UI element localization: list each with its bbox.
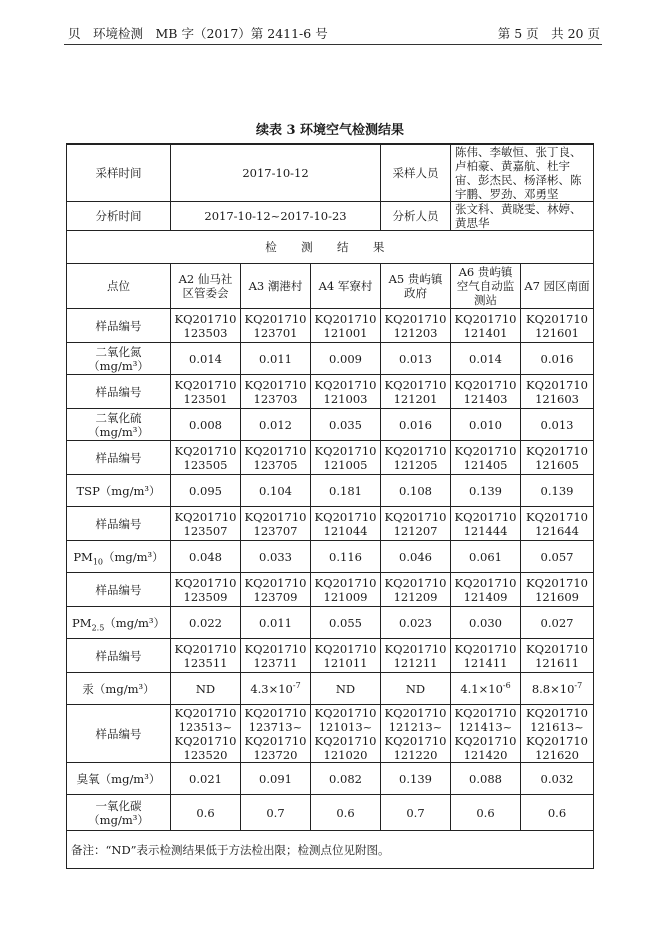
- analysis-staff-value: 张文科、黄晓雯、林婷、黄思华: [451, 202, 594, 231]
- result-cell: KQ201710 123701: [241, 309, 311, 343]
- row-label: 臭氧（mg/m³）: [67, 763, 171, 795]
- page-number: 第 5 页 共 20 页: [497, 26, 600, 41]
- result-cell: 0.032: [521, 763, 594, 795]
- sample-id-row: [67, 441, 594, 475]
- result-cell: 0.008: [171, 409, 241, 441]
- note-row: [67, 831, 594, 869]
- result-cell: 0.016: [381, 409, 451, 441]
- sampling-row: [67, 144, 594, 202]
- result-cell: 0.6: [171, 795, 241, 831]
- result-cell: KQ201710 123505: [171, 441, 241, 475]
- result-cell: 0.023: [381, 607, 451, 639]
- site-header: A2 仙马社区管委会: [171, 264, 241, 309]
- result-cell: KQ201710 121444: [451, 507, 521, 541]
- result-cell: KQ201710 121211: [381, 639, 451, 673]
- row-label: 样品编号: [67, 705, 171, 763]
- row-label: 样品编号: [67, 639, 171, 673]
- result-cell: 0.030: [451, 607, 521, 639]
- result-cell: 0.014: [171, 343, 241, 375]
- pm-subscript: 2.5: [91, 622, 105, 632]
- site-header: A7 园区南面: [521, 264, 594, 309]
- result-cell: KQ201710 123507: [171, 507, 241, 541]
- result-cell: KQ201710 121603: [521, 375, 594, 409]
- value: ND: [195, 681, 216, 696]
- result-cell: 0.139: [451, 475, 521, 507]
- table-title: 续表 3 环境空气检测结果: [255, 123, 405, 138]
- analysis-time-label: 分析时间: [67, 202, 171, 231]
- result-cell: KQ201710 121413~ KQ201710 121420: [451, 705, 521, 763]
- result-cell: KQ201710 121411: [451, 639, 521, 673]
- result-cell: KQ201710 121409: [451, 573, 521, 607]
- result-cell: 0.108: [381, 475, 451, 507]
- measurement-row: [67, 763, 594, 795]
- result-cell: KQ201710 123707: [241, 507, 311, 541]
- site-header: A5 贵屿镇政府: [381, 264, 451, 309]
- result-cell: 0.057: [521, 541, 594, 573]
- row-label: 汞（mg/m³）: [67, 673, 171, 705]
- site-header: A4 军寮村: [311, 264, 381, 309]
- result-cell: [241, 673, 311, 705]
- result-cell: 0.009: [311, 343, 381, 375]
- result-cell: KQ201710 121644: [521, 507, 594, 541]
- result-cell: 0.010: [451, 409, 521, 441]
- unit-label: （mg/m³）: [104, 615, 165, 630]
- result-cell: 0.035: [311, 409, 381, 441]
- result-cell: 0.6: [311, 795, 381, 831]
- result-cell: [521, 673, 594, 705]
- result-cell: KQ201710 123713~ KQ201710 123720: [241, 705, 311, 763]
- unit-label: （mg/m³）: [103, 549, 164, 564]
- result-cell: 0.048: [171, 541, 241, 573]
- value: 4.3×10: [250, 681, 293, 696]
- row-label: [67, 607, 171, 639]
- result-cell: 0.116: [311, 541, 381, 573]
- result-cell: 0.046: [381, 541, 451, 573]
- analysis-time-value: 2017-10-12~2017-10-23: [171, 202, 381, 231]
- point-header: 点位: [67, 264, 171, 309]
- result-cell: KQ201710 123509: [171, 573, 241, 607]
- result-cell: 0.021: [171, 763, 241, 795]
- sample-id-row: [67, 309, 594, 343]
- result-cell: [311, 673, 381, 705]
- result-cell: KQ201710 121403: [451, 375, 521, 409]
- result-cell: KQ201710 121044: [311, 507, 381, 541]
- result-cell: [171, 673, 241, 705]
- result-cell: KQ201710 123711: [241, 639, 311, 673]
- exponent: -7: [292, 680, 301, 690]
- row-label: 样品编号: [67, 507, 171, 541]
- result-cell: KQ201710 121605: [521, 441, 594, 475]
- result-cell: [381, 673, 451, 705]
- exponent: -7: [574, 680, 583, 690]
- site-header: A6 贵屿镇空气自动监测站: [451, 264, 521, 309]
- section-row: [67, 231, 594, 264]
- result-cell: KQ201710 121207: [381, 507, 451, 541]
- result-cell: 0.139: [521, 475, 594, 507]
- measurement-row: [67, 343, 594, 375]
- result-cell: KQ201710 121001: [311, 309, 381, 343]
- result-cell: KQ201710 123705: [241, 441, 311, 475]
- result-cell: 0.104: [241, 475, 311, 507]
- result-cell: 0.016: [521, 343, 594, 375]
- row-label: [67, 541, 171, 573]
- sample-id-row: [67, 705, 594, 763]
- value: 8.8×10: [531, 681, 575, 696]
- result-cell: 0.014: [451, 343, 521, 375]
- sample-id-row: [67, 573, 594, 607]
- sample-id-row: [67, 507, 594, 541]
- result-cell: KQ201710 121013~ KQ201710 121020: [311, 705, 381, 763]
- row-label: 样品编号: [67, 573, 171, 607]
- result-cell: KQ201710 123501: [171, 375, 241, 409]
- result-cell: 0.033: [241, 541, 311, 573]
- result-cell: 0.022: [171, 607, 241, 639]
- result-cell: 0.082: [311, 763, 381, 795]
- sample-id-row: [67, 375, 594, 409]
- result-cell: KQ201710 121405: [451, 441, 521, 475]
- result-cell: KQ201710 121011: [311, 639, 381, 673]
- pm-subscript: 10: [92, 556, 104, 566]
- value: 4.1×10: [460, 681, 503, 696]
- sampling-time-label: 采样时间: [67, 144, 171, 202]
- result-cell: KQ201710 121009: [311, 573, 381, 607]
- row-label: 样品编号: [67, 441, 171, 475]
- exponent: -6: [502, 680, 511, 690]
- value: ND: [405, 681, 426, 696]
- result-cell: KQ201710 121401: [451, 309, 521, 343]
- result-cell: KQ201710 121213~ KQ201710 121220: [381, 705, 451, 763]
- result-cell: 0.055: [311, 607, 381, 639]
- result-cell: KQ201710 121005: [311, 441, 381, 475]
- result-cell: 0.7: [381, 795, 451, 831]
- site-header: A3 潮港村: [241, 264, 311, 309]
- result-cell: KQ201710 121209: [381, 573, 451, 607]
- result-cell: 0.011: [241, 607, 311, 639]
- header-divider: [64, 44, 602, 45]
- sampling-staff-value: 陈伟、李敏恒、张丁良、卢柏豪、黄嘉航、杜宇宙、彭杰民、杨泽彬、陈宇鹏、罗劲、邓勇坚: [451, 144, 594, 202]
- measurement-row: [67, 795, 594, 831]
- result-cell: KQ201710 121003: [311, 375, 381, 409]
- row-label: TSP（mg/m³）: [67, 475, 171, 507]
- sampling-time-value: 2017-10-12: [171, 144, 381, 202]
- result-cell: 0.088: [451, 763, 521, 795]
- row-label: 样品编号: [67, 309, 171, 343]
- measurement-row: [67, 409, 594, 441]
- pm-label: PM: [73, 549, 93, 564]
- sample-id-row: [67, 639, 594, 673]
- result-cell: KQ201710 121609: [521, 573, 594, 607]
- result-cell: 0.013: [521, 409, 594, 441]
- result-cell: 0.011: [241, 343, 311, 375]
- analysis-row: [67, 202, 594, 231]
- result-cell: KQ201710 123513~ KQ201710 123520: [171, 705, 241, 763]
- row-label: 二氧化氮 （mg/m³）: [67, 343, 171, 375]
- result-cell: KQ201710 121203: [381, 309, 451, 343]
- result-cell: KQ201710 123709: [241, 573, 311, 607]
- row-label: 一氧化碳 （mg/m³）: [67, 795, 171, 831]
- result-cell: 0.6: [451, 795, 521, 831]
- section-heading: 检 测 结 果: [67, 231, 594, 264]
- row-label: 二氧化硫 （mg/m³）: [67, 409, 171, 441]
- result-cell: 0.095: [171, 475, 241, 507]
- result-cell: 0.6: [521, 795, 594, 831]
- air-quality-results-table: [66, 143, 594, 869]
- measurement-row: [67, 607, 594, 639]
- result-cell: KQ201710 121205: [381, 441, 451, 475]
- result-cell: 0.7: [241, 795, 311, 831]
- result-cell: [451, 673, 521, 705]
- result-cell: KQ201710 121611: [521, 639, 594, 673]
- result-cell: KQ201710 123703: [241, 375, 311, 409]
- result-cell: KQ201710 121601: [521, 309, 594, 343]
- result-cell: KQ201710 121613~ KQ201710 121620: [521, 705, 594, 763]
- table-note: 备注：“ND”表示检测结果低于方法检出限；检测点位见附图。: [67, 831, 594, 869]
- result-cell: 0.091: [241, 763, 311, 795]
- result-cell: 0.061: [451, 541, 521, 573]
- column-header-row: [67, 264, 594, 309]
- pm-label: PM: [72, 615, 92, 630]
- sampling-staff-label: 采样人员: [381, 144, 451, 202]
- measurement-row: [67, 673, 594, 705]
- result-cell: 0.181: [311, 475, 381, 507]
- measurement-row: [67, 475, 594, 507]
- result-cell: 0.013: [381, 343, 451, 375]
- result-cell: KQ201710 123503: [171, 309, 241, 343]
- row-label: 样品编号: [67, 375, 171, 409]
- result-cell: 0.139: [381, 763, 451, 795]
- report-header-left: 贝 环境检测 MB 字（2017）第 2411-6 号: [68, 26, 328, 41]
- measurement-row: [67, 541, 594, 573]
- result-cell: KQ201710 121201: [381, 375, 451, 409]
- result-cell: KQ201710 123511: [171, 639, 241, 673]
- analysis-staff-label: 分析人员: [381, 202, 451, 231]
- result-cell: 0.012: [241, 409, 311, 441]
- value: ND: [335, 681, 356, 696]
- result-cell: 0.027: [521, 607, 594, 639]
